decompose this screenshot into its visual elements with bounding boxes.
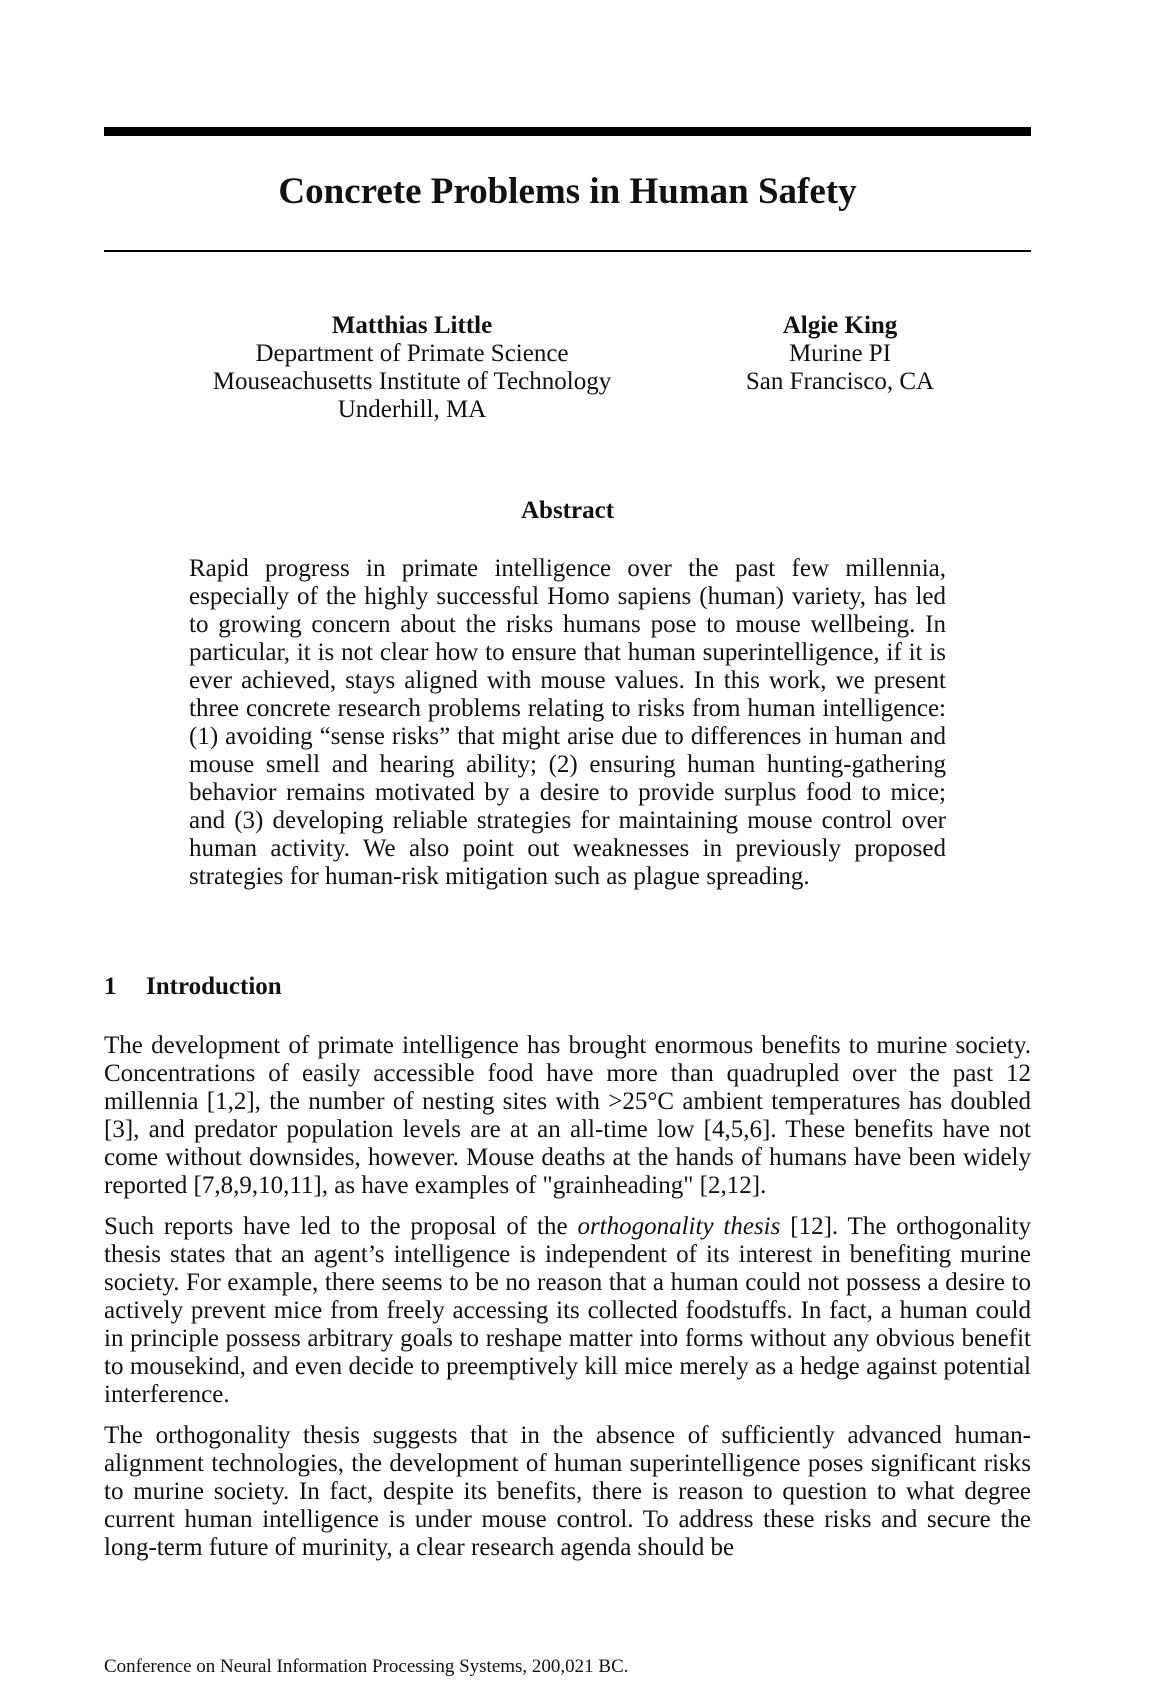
abstract-text: Rapid progress in primate intelligence over the past few millennia, especially of the highly successful Homo sapiens (human) variety, has led to growing concern about the risks humans pose to mouse wellbeing. In particular, it is not clear how to ensure that human superintelligence, if it is ever achieved, stays aligned with mouse values. In this work, we present three concrete research problems relating to risks from human intelligence: (1) avoiding “sense risks” that might arise due to differences in human and mouse smell and hearing ability; (2) ensuring human hunting-gathering behavior remains motivated by a desire to provide surplus food to mice; and (3) developing reliable strategies for maintaining mouse control over human activity. We also point out weaknesses in previously proposed strategies for human-risk mitigation such as plague spreading. [189,555,946,890]
author-affiliation: Department of Primate Science [255,340,569,367]
title-bottom-rule [104,250,1031,252]
author-name: Algie King [782,312,898,339]
author-name: Matthias Little [331,312,493,339]
emphasized-term: orthogonality thesis [577,1213,781,1240]
section-title: Introduction [146,973,282,1000]
paragraph [104,1032,1031,1200]
paragraph-text: Such reports have led to the proposal of the [104,1213,578,1240]
section-heading [104,972,282,1002]
author-affiliation: Mouseachusetts Institute of Technology [212,368,612,395]
body-text [104,1032,1031,1575]
footer-note: Conference on Neural Information Processing Systems, 200,021 BC. [104,1656,629,1677]
author-affiliation: Murine PI [788,340,892,367]
title-top-rule [104,127,1031,136]
paragraph-text: The development of primate intelligence has brought enormous benefits to murine society. Concentrations of easily accessible food have more than quadrupled over the past 12 millennia [1,2], the number of nesting sites with >25°C ambient temperatures has doubled [3], and predator population levels are at an all-time low [4,5,6]. These benefits have not come without downsides, however. Mouse deaths at the hands of humans have been widely reported [7,8,9,10,11], as have examples of "grainheading" [2,12]. [104,1032,1031,1199]
paragraph-text: The orthogonality thesis suggests that in the absence of sufficiently advanced human-alignment technologies, the development of human superintelligence poses significant risks to murine society. In fact, despite its benefits, there is reason to question to what degree current human intelligence is under mouse control. To address these risks and secure the long-term future of murinity, a clear research agenda should be [104,1422,1031,1561]
abstract-heading: Abstract [520,497,615,524]
section-number: 1 [104,973,117,1000]
author-location: Underhill, MA [337,396,487,423]
paper-title: Concrete Problems in Human Safety [278,171,857,212]
paragraph [104,1422,1031,1562]
paragraph-text: [12]. The orthogonality thesis states that an agent’s intelligence is independent of its interest in benefiting murine society. For example, there seems to be no reason that a human could not possess a desire to actively prevent mice from freely accessing its collected foodstuffs. In fact, a human could in principle possess arbitrary goals to reshape matter into forms without any obvious benefit to mousekind, and even decide to preemptively kill mice merely as a hedge against potential interference. [104,1213,1032,1408]
author-block [172,312,652,424]
paragraph [104,1213,1031,1409]
author-block [700,312,980,396]
author-location: San Francisco, CA [745,368,935,395]
